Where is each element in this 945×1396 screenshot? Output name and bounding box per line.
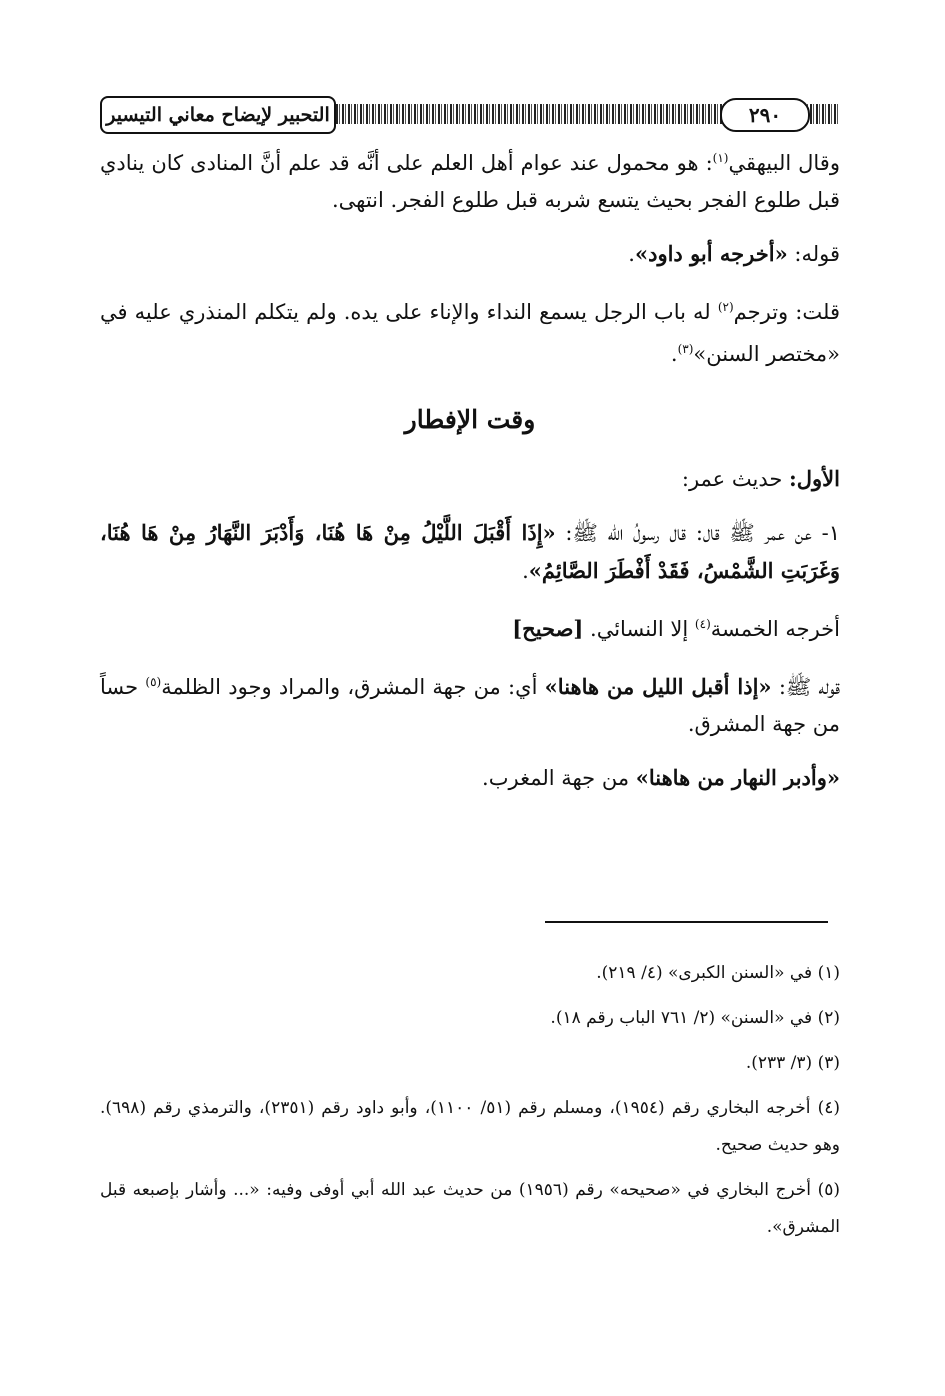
paragraph-qultu: قلت: وترجم$^{(٢)}$ له باب الرجل يسمع النداء والإناء على يده. ولم يتكلم المنذري عليه في «مختصر السنن»$^{(٣)}$. [100,300,840,366]
paragraph-hadith: ١- عن عمر ﷺ قال: قال رسولُ الله ﷺ: «إِذَا أَقْبَلَ اللَّيْلُ مِنْ هَا هُنَا، وَأَدْبَرَ النَّهَارُ مِنْ هَا هُنَا، وَغَرَبَتِ الشَّمْسُ، فَقَدْ أَفْطَرَ الصَّائِمُ». [100,520,840,583]
footnotes [100,955,840,1246]
footnote-ref: (٤) [694,617,711,631]
section-heading: وقت الإفطار [404,405,536,434]
footnote: (٥) أخرج البخاري في «صحيحه» رقم (١٩٥٦) من حديث عبد الله أبي أوفى وفيه: «... وأشار بإصبعه قبل المشرق». [100,1180,840,1237]
page-number: ٢٩٠ [720,98,810,132]
section-body [100,460,840,797]
footnote-divider [545,921,828,923]
grade-label: [صحيح] [512,616,584,641]
footnote: (٣) (٣/ ٢٣٣). [745,1053,840,1073]
paragraph-first: الأول: حديث عمر: [681,466,840,491]
footnote: (٢) في «السنن» (٢/ ٧٦١ الباب رقم ١٨). [550,1008,840,1028]
page-header [100,96,840,138]
paragraph-sharh-1: قوله ﷺ: «إذا أقبل الليل من هاهنا» أي: من جهة المشرق، والمراد وجود الظلمة$^{(٥)}$ حساً من جهة المشرق. [100,674,841,736]
paragraph-sharh-2: «وأدبر النهار من هاهنا» من جهة المغرب. [482,765,840,790]
footnote-ref: (١) [712,151,729,165]
paragraph-bayhaqi: وقال البيهقي$^{(١)}$: هو محمول عند عوام أهل العلم على أنَّه قد علم أنَّ المنادى كان ينادي قبل طلوع الفجر بحيث يتسع شربه قبل طلوع الفجر. انتهى. [100,151,840,212]
footnote-ref: (٥) [145,675,162,689]
book-title: التحبير لإيضاح معاني التيسير [100,96,336,134]
paragraph-takhrij: أخرجه الخمسة$^{(٤)}$ إلا النسائي. [صحيح] [512,616,840,641]
footnote-ref: (٢) [717,300,734,314]
footnote-ref: (٣) [677,342,694,356]
body-text [100,140,840,373]
footnote: (٤) أخرجه البخاري رقم (١٩٥٤)، ومسلم رقم (٥١/ ١١٠٠)، وأبو داود رقم (٢٣٥١)، والترمذي رقم (٦٩٨). وهو حديث صحيح. [100,1098,840,1155]
footnote: (١) في «السنن الكبرى» (٤/ ٢١٩). [596,963,840,983]
paragraph-qawluh: قوله: «أخرجه أبو داود». [628,241,840,266]
